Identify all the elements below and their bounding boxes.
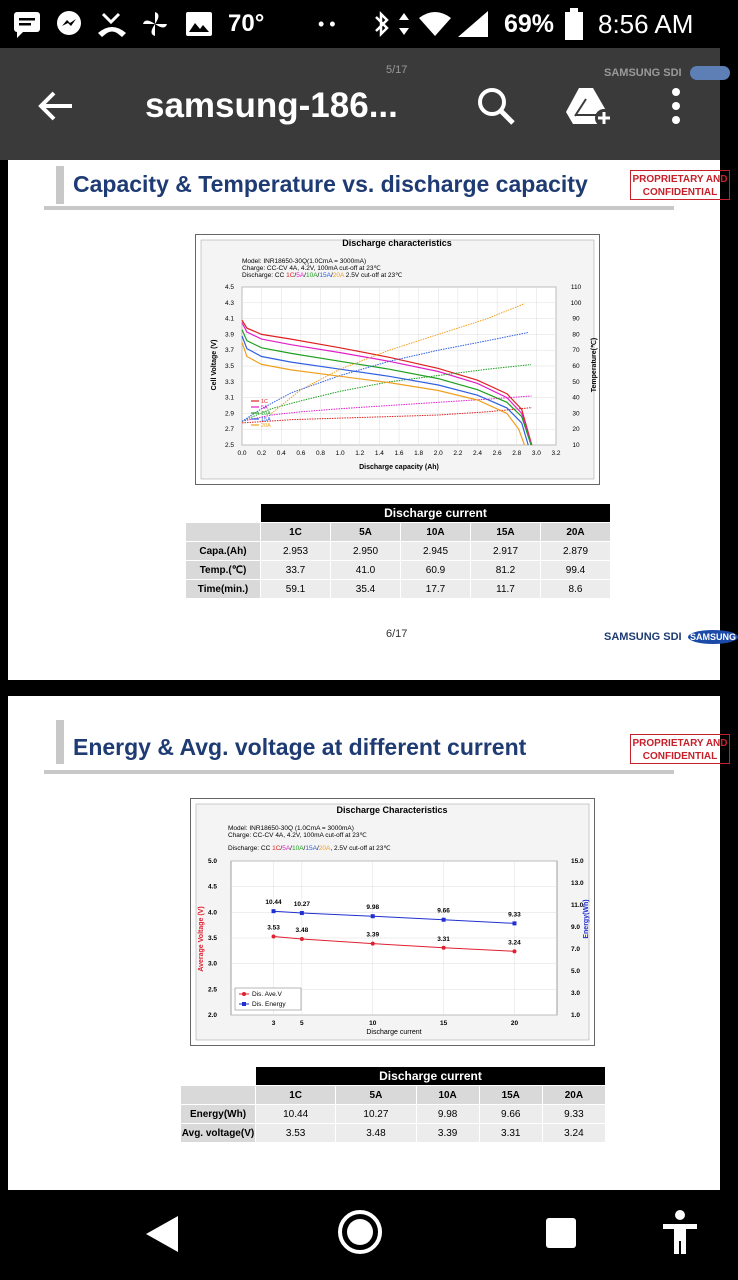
add-to-drive-button[interactable]	[566, 84, 616, 133]
table-column-header: 10A	[416, 1086, 479, 1105]
nav-home-icon	[336, 1208, 384, 1256]
table-corner	[181, 1086, 256, 1105]
nav-home-button[interactable]	[336, 1208, 384, 1261]
y-tick-label: 4.3	[224, 299, 234, 307]
page-title: Capacity & Temperature vs. discharge capacity	[73, 171, 588, 197]
y2-tick-label: 30	[572, 410, 580, 418]
table-corner	[181, 1067, 256, 1086]
nav-recents-icon	[544, 1216, 578, 1250]
wifi-icon	[418, 0, 452, 48]
title-accent-bar	[56, 720, 64, 764]
table-column-header: 15A	[471, 523, 541, 542]
app-bar	[0, 48, 720, 160]
table-row-label: Temp.(℃)	[186, 561, 261, 580]
y-tick-label: 2.7	[224, 426, 234, 434]
table-column-header: 20A	[541, 523, 611, 542]
legend-marker	[242, 992, 246, 996]
x-tick-label: 3.2	[551, 450, 561, 457]
table-cell: 3.53	[256, 1124, 336, 1143]
data-label: 3.24	[508, 939, 521, 947]
y2-tick-label: 7.0	[571, 946, 581, 953]
x-tick-label: 1.4	[374, 450, 384, 457]
search-button[interactable]	[474, 84, 518, 133]
proprietary-stamp	[630, 170, 730, 200]
y2-tick-label: 9.0	[571, 924, 581, 931]
nav-recents-button[interactable]	[544, 1216, 578, 1255]
y-tick-label: 3.3	[224, 378, 234, 386]
legend-marker	[242, 1002, 246, 1006]
pinwheel-icon	[140, 0, 170, 48]
proprietary-line: PROPRIETARY AND	[632, 174, 728, 185]
x-tick-label: 1.8	[414, 450, 424, 457]
x-tick-label: 2.0	[433, 450, 443, 457]
x-tick-label: 5	[300, 1020, 304, 1027]
table-header: Discharge current	[256, 1067, 606, 1086]
ghost-brand: SAMSUNG SDI	[604, 67, 682, 79]
confidential-line: CONFIDENTIAL	[642, 751, 718, 762]
table-cell: 33.7	[261, 561, 331, 580]
y2-tick-label: 10	[572, 442, 580, 449]
confidential-line: CONFIDENTIAL	[642, 187, 718, 198]
x-tick-label: 15	[439, 1020, 448, 1027]
y2-tick-label: 110	[570, 284, 582, 291]
table-column-header: 10A	[401, 523, 471, 542]
table-corner	[186, 504, 261, 523]
accessibility-icon	[660, 1208, 700, 1256]
table-cell: 35.4	[331, 580, 401, 599]
y-tick-label: 2.5	[207, 986, 217, 994]
discharge-table-2	[180, 1066, 606, 1143]
status-bar	[0, 0, 720, 48]
y2-axis-label: Energy(Wh)	[583, 899, 590, 939]
more-dots-icon: • •	[318, 13, 336, 34]
drive-add-icon	[566, 84, 616, 128]
table-row	[186, 561, 611, 580]
table-row-label: Time(min.)	[186, 580, 261, 599]
table-row	[186, 580, 611, 599]
table-cell: 9.33	[542, 1105, 605, 1124]
data-transfer-icon	[396, 0, 412, 48]
accessibility-button[interactable]	[660, 1208, 700, 1261]
data-label: 10.27	[293, 901, 311, 909]
x-tick-label: 2.6	[492, 450, 502, 457]
y-axis-label: Average Voltage (V)	[198, 906, 205, 972]
table-cell: 3.31	[479, 1124, 542, 1143]
table-cell: 2.950	[331, 542, 401, 561]
bluetooth-icon	[372, 0, 392, 48]
table-cell: 17.7	[401, 580, 471, 599]
voltage-point	[300, 937, 304, 941]
x-tick-label: 0.2	[257, 450, 267, 457]
chart-title: Discharge Characteristics	[336, 805, 448, 815]
title-rule	[44, 770, 674, 774]
chart-annotation: Model: INR18650-30Q (1.0CmA = 3000mA)	[228, 825, 354, 832]
x-tick-label: 20	[510, 1020, 519, 1027]
legend-label-5A: 5A	[261, 405, 268, 411]
x-tick-label: 0.8	[315, 450, 326, 457]
table-cell: 41.0	[331, 561, 401, 580]
y2-tick-label: 20	[572, 426, 580, 434]
y2-tick-label: 3.0	[571, 990, 581, 997]
energy-point	[371, 914, 375, 918]
y2-tick-label: 5.0	[571, 968, 581, 975]
data-label: 3.39	[366, 931, 380, 939]
table-row-label: Capa.(Ah)	[186, 542, 261, 561]
chart-annotation: Model: INR18650-30Q(1.0CmA = 3000mA)	[242, 258, 367, 265]
proprietary-stamp	[630, 734, 730, 764]
y-tick-label: 2.5	[224, 442, 234, 449]
table-cell: 2.917	[471, 542, 541, 561]
chart-annotation: Charge: CC-CV 4A, 4.2V, 100mA cut-off at 23℃	[242, 265, 381, 272]
pdf-page-7	[8, 696, 728, 1190]
discharge-characteristics-chart	[195, 234, 600, 485]
image-icon	[184, 0, 214, 48]
x-tick-label: 2.8	[512, 450, 522, 457]
table-cell: 3.24	[542, 1124, 605, 1143]
table-cell: 60.9	[401, 561, 471, 580]
x-tick-label: 0.6	[296, 450, 306, 457]
x-axis-label: Discharge current	[366, 1029, 422, 1036]
legend-label: Dis. Energy	[252, 1001, 286, 1008]
energy-voltage-chart	[190, 798, 595, 1046]
table-corner	[186, 523, 261, 542]
y-tick-label: 2.0	[207, 1012, 217, 1019]
voltage-point	[371, 942, 375, 946]
x-axis-label: Discharge capacity (Ah)	[359, 464, 439, 471]
y2-tick-label: 100	[570, 299, 582, 307]
chart-2-svg	[191, 799, 594, 1045]
legend-label-20A: 20A	[261, 423, 271, 429]
energy-point	[300, 911, 304, 915]
y-tick-label: 5.0	[207, 858, 217, 865]
brand-logo: SAMSUNG	[689, 632, 736, 642]
y-tick-label: 4.0	[207, 909, 217, 917]
y2-tick-label: 11.0	[571, 902, 584, 909]
table-cell: 2.879	[541, 542, 611, 561]
y2-axis-label: Temperature(℃)	[591, 337, 598, 393]
missed-call-icon	[96, 0, 128, 48]
nav-back-button[interactable]	[142, 1212, 182, 1261]
table-cell: 11.7	[471, 580, 541, 599]
energy-point	[512, 921, 516, 925]
x-tick-label: 3.0	[531, 450, 541, 457]
x-tick-label: 2.4	[472, 450, 483, 457]
y-tick-label: 4.5	[224, 284, 234, 291]
table-cell: 99.4	[541, 561, 611, 580]
title-accent-bar	[56, 166, 64, 204]
table-column-header: 5A	[336, 1086, 416, 1105]
back-arrow-icon	[36, 86, 76, 126]
table-header: Discharge current	[261, 504, 611, 523]
y2-tick-label: 60	[572, 363, 580, 370]
voltage-point	[512, 949, 516, 953]
table-cell: 59.1	[261, 580, 331, 599]
y-tick-label: 3.5	[207, 935, 217, 942]
nav-back-icon	[142, 1212, 182, 1256]
proprietary-line: PROPRIETARY AND	[632, 738, 728, 749]
table-cell: 9.98	[416, 1105, 479, 1124]
y-tick-label: 4.1	[224, 315, 234, 323]
x-tick-label: 2.2	[453, 450, 463, 457]
chart-discharge-note: Discharge: CC 1C/5A/10A/15A/20A 2.5V cut-off at 23℃	[242, 272, 403, 279]
chart-title: Discharge characteristics	[342, 238, 452, 248]
table-column-header: 15A	[479, 1086, 542, 1105]
x-tick-label: 1.6	[394, 450, 404, 457]
temperature-indicator: 70°	[228, 10, 265, 37]
battery-percent: 69%	[504, 9, 555, 38]
x-tick-label: 0.0	[237, 450, 247, 457]
data-label: 3.48	[295, 927, 309, 935]
chart-discharge-note: Discharge: CC 1C/5A/10A/15A/20A, 2.5V cut-off at 23℃	[228, 845, 391, 852]
energy-point	[272, 909, 276, 913]
table-column-header: 20A	[542, 1086, 605, 1105]
page-title: Energy & Avg. voltage at different current	[73, 734, 527, 760]
table-cell: 8.6	[541, 580, 611, 599]
table-column-header: 5A	[331, 523, 401, 542]
x-tick-label: 3	[271, 1020, 276, 1027]
brand-name: SAMSUNG SDI	[604, 631, 682, 643]
table-cell: 10.44	[256, 1105, 336, 1124]
y-tick-label: 3.7	[224, 347, 234, 355]
y-tick-label: 3.1	[224, 394, 234, 402]
y-tick-label: 3.5	[224, 363, 234, 370]
data-label: 9.98	[366, 904, 380, 912]
navigation-bar	[0, 1190, 720, 1280]
data-label: 3.31	[437, 935, 450, 943]
table-row	[181, 1124, 606, 1143]
chart-annotation: Charge: CC-CV 4A, 4.2V, 100mA cut-off at 23℃	[228, 832, 367, 839]
legend-label-1C: 1C	[261, 399, 269, 405]
table-cell: 81.2	[471, 561, 541, 580]
legend-label: Dis. Ave.V	[252, 991, 282, 998]
message-notification-icon	[12, 0, 42, 48]
battery-icon	[564, 0, 584, 48]
x-tick-label: 0.4	[276, 450, 286, 457]
ghost-brand-logo	[690, 66, 730, 80]
table-cell: 2.945	[401, 542, 471, 561]
y-tick-label: 2.9	[224, 410, 234, 418]
table-column-header: 1C	[256, 1086, 336, 1105]
y-tick-label: 3.0	[207, 960, 217, 968]
voltage-point	[442, 946, 446, 950]
y2-tick-label: 70	[572, 347, 580, 355]
search-icon	[474, 84, 518, 128]
table-row	[181, 1105, 606, 1124]
energy-point	[442, 918, 446, 922]
y2-tick-label: 1.0	[571, 1012, 581, 1019]
x-tick-label: 10	[369, 1020, 377, 1027]
page-number: 6/17	[386, 628, 408, 640]
signal-icon	[456, 0, 490, 48]
data-label: 3.53	[267, 924, 280, 932]
overflow-menu-button[interactable]	[666, 86, 686, 131]
data-label: 10.44	[265, 899, 282, 907]
table-cell: 2.953	[261, 542, 331, 561]
ghost-page-number: 5/17	[386, 64, 408, 76]
table-row-label: Energy(Wh)	[181, 1105, 256, 1124]
clock: 8:56 AM	[598, 8, 694, 39]
table-row-label: Avg. voltage(V)	[181, 1124, 256, 1143]
y2-tick-label: 13.0	[571, 880, 584, 887]
x-tick-label: 1.2	[355, 450, 365, 457]
y2-tick-label: 15.0	[571, 858, 584, 865]
legend-label-15A: 15A	[261, 417, 271, 423]
messenger-icon	[54, 0, 84, 48]
y-tick-label: 3.9	[224, 331, 234, 339]
document-viewer[interactable]	[0, 160, 736, 1190]
pdf-page-6	[8, 160, 736, 680]
y2-tick-label: 50	[572, 378, 580, 386]
y-axis-label: Cell Voltage (V)	[211, 339, 218, 391]
table-column-header: 1C	[261, 523, 331, 542]
legend-label-10A: 10A	[261, 411, 271, 417]
table-cell: 3.48	[336, 1124, 416, 1143]
discharge-table-1	[185, 503, 611, 599]
y-tick-label: 4.5	[207, 883, 217, 891]
table-cell: 9.66	[479, 1105, 542, 1124]
y2-tick-label: 80	[572, 331, 580, 339]
voltage-point	[272, 934, 276, 938]
table-cell: 10.27	[336, 1105, 416, 1124]
y2-tick-label: 40	[572, 394, 580, 402]
chart-1-svg	[196, 235, 599, 484]
y2-tick-label: 90	[572, 315, 580, 323]
table-row	[186, 542, 611, 561]
more-vert-icon	[666, 86, 686, 126]
document-title: samsung-186...	[145, 86, 398, 125]
title-rule	[44, 206, 674, 210]
data-label: 9.33	[508, 911, 521, 919]
table-cell: 3.39	[416, 1124, 479, 1143]
back-button[interactable]	[36, 86, 76, 131]
x-tick-label: 1.0	[335, 450, 345, 457]
data-label: 9.66	[437, 907, 450, 915]
